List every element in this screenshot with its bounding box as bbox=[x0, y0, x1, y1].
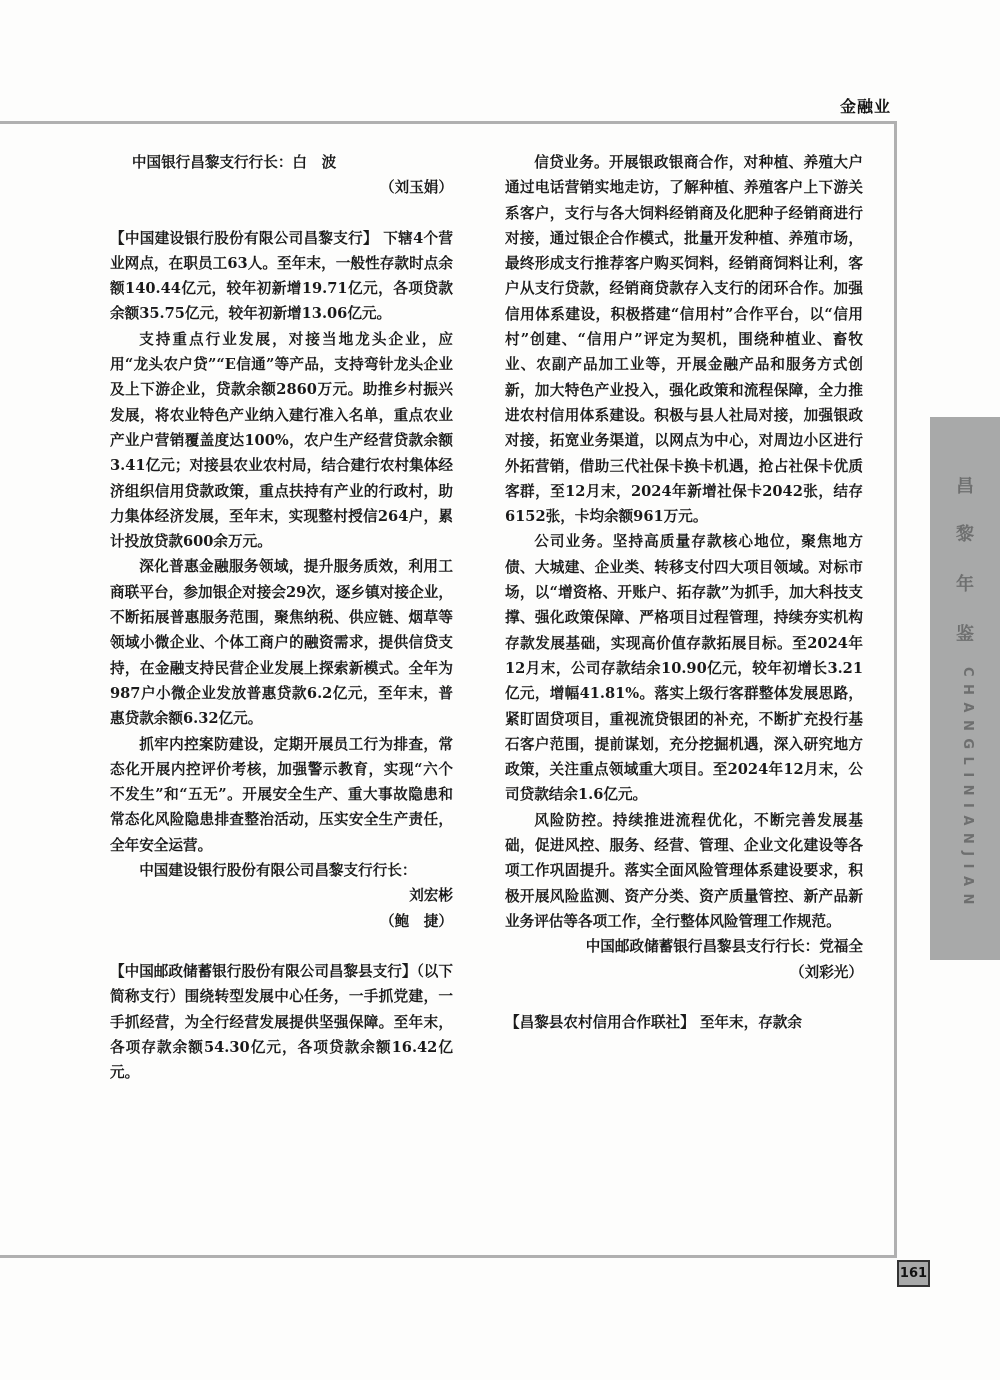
top-rule bbox=[0, 121, 897, 124]
side-tab-char: 黎 bbox=[956, 524, 974, 545]
ccb-entry-head: 【中国建设银行股份有限公司昌黎支行】 bbox=[110, 229, 378, 247]
rcc-entry-intro bbox=[505, 1010, 863, 1035]
psbc-paragraph-risk: 风险防控。持续推进流程优化，不断完善发展基础，促进风控、服务、经营、管理、企业文化建设等各项工作巩固提升。落实全面风险管理体系建设要求，积极开展风险监测、资产分类、资产质量管控、新产品新业务评估等各项工作，全行整体风险管理工作规范。 bbox=[505, 811, 863, 930]
ccb-intro-text: 下辖4个营业网点，在职员工63人。至年末，一般性存款时点余额140.44亿元，较年初新增19.71亿元，各项贷款余额35.75亿元，较年初新增13.06亿元。 bbox=[110, 229, 453, 323]
side-tab-pinyin: CHANGLINIANJIAN bbox=[960, 667, 975, 912]
psbc-paragraph-credit: 信贷业务。开展银政银商合作，对种植、养殖大户通过电话营销实地走访，了解种植、养殖客户上下游关系客户，支行与各大饲料经销商及化肥种子经销商进行对接，通过银企合作模式，批量开发种植、养殖市场，最终形成支行推荐客户购买饲料，经销商饲料让利，客户从支行贷款，经销商贷款存入支行的闭环合作。加强信用体系建设，积极搭建“信用村”合作平台，以“信用村”创建、“信用户”评定为契机，围绕种植业、畜牧业、农副产品加工业等，开展金融产品和服务方式创新，加大特色产业投入，强化政策和流程保障，全力推进农村信用体系建设。积极与县人社局对接，加强银政对接，拓宽业务渠道，以网点为中心，对周边小区进行外拓营销，借助三代社保卡换卡机遇，抢占社保卡优质客群，至12月末，2024年新增社保卡2042张，结存6152张，卡均余额961万元。 bbox=[505, 154, 863, 526]
section-title: 金融业 bbox=[840, 97, 892, 116]
side-tab-char: 鉴 bbox=[956, 624, 974, 645]
ccb-paragraph-1: 支持重点行业发展，对接当地龙头企业，应用“龙头农户贷”“E信通”等产品，支持弯针龙头企业及上下游企业，贷款余额2860万元。助推乡村振兴发展，将农业特色产业纳入建行准入名单，重点农业产业户营销覆盖度达100%，农户生产经营贷款余额3.41亿元；对接县农业农村局，结合建行农村集体经济组织信用贷款政策，重点扶持有产业的行政村，助力集体经济发展，至年末，实现整村授信264户，累计投放贷款600余万元。 bbox=[110, 330, 453, 551]
boc-signature: 中国银行昌黎支行行长：白 波 bbox=[131, 154, 337, 171]
ccb-signature-title: 中国建设银行股份有限公司昌黎支行行长： bbox=[139, 862, 417, 880]
boc-credit: （刘玉娟） bbox=[380, 179, 453, 197]
page-number: 161 bbox=[897, 1260, 930, 1287]
ccb-credit: （鲍 捷） bbox=[380, 912, 453, 930]
side-tab-char: 年 bbox=[956, 574, 974, 595]
bottom-rule bbox=[0, 1255, 897, 1258]
right-column bbox=[505, 150, 863, 1035]
psbc-credit: （刘彩光） bbox=[790, 963, 863, 981]
left-column bbox=[110, 150, 453, 1085]
ccb-signature-name: 刘宏彬 bbox=[409, 887, 453, 905]
side-tab bbox=[930, 417, 1000, 960]
psbc-entry-intro bbox=[110, 959, 453, 1085]
psbc-signature: 中国邮政储蓄银行昌黎县支行行长：党福全 bbox=[585, 938, 863, 956]
spacer bbox=[505, 985, 863, 1010]
spacer bbox=[110, 934, 453, 959]
rcc-intro-text: 至年末，存款余 bbox=[699, 1013, 802, 1031]
psbc-intro-text: （以下简称支行）围绕转型发展中心任务，一手抓党建，一手抓经营，为全行经营发展提供坚强保障。至年末，各项存款余额54.30亿元，各项贷款余额16.42亿元。 bbox=[110, 962, 453, 1082]
ccb-paragraph-2: 深化普惠金融服务领域，提升服务质效，利用工商联平台，参加银企对接会29次，逐乡镇对接企业，不断拓展普惠服务范围，聚焦纳税、供应链、烟草等领域小微企业、个体工商户的融资需求，提供信贷支持，在金融支持民营企业发展上探索新模式。全年为987户小微企业发放普惠贷款6.2亿元，至年末，普惠贷款余额6.32亿元。 bbox=[110, 558, 453, 728]
rcc-entry-head: 【昌黎县农村信用合作联社】 bbox=[505, 1013, 695, 1031]
spacer bbox=[110, 201, 453, 226]
right-rule bbox=[894, 121, 897, 1258]
psbc-paragraph-corporate: 公司业务。坚持高质量存款核心地位，聚焦地方债、大城建、企业类、转移支付四大项目领域。对标市场，以“增资格、开账户、拓存款”为抓手，加大科技支撑、强化政策保障、严格项目过程管理，持续夯实机构存款发展基础，实现高价值存款拓展目标。至2024年12月末，公司存款结余10.90亿元，较年初增长3.21亿元，增幅41.81%。落实上级行客群整体发展思路，紧盯固贷项目，重视流贷银团的补充，不断扩充投行基石客户范围，提前谋划，充分挖掘机遇，深入研究地方政策，关注重点领域重大项目。至2024年12月末，公司贷款结余1.6亿元。 bbox=[505, 533, 863, 804]
side-tab-char: 昌 bbox=[956, 476, 974, 497]
psbc-entry-head: 【中国邮政储蓄银行股份有限公司昌黎县支行】 bbox=[110, 962, 417, 980]
ccb-paragraph-3: 抓牢内控案防建设，定期开展员工行为排查，常态化开展内控评价考核，加强警示教育，实现“六个不发生”和“五无”。开展安全生产、重大事故隐患和常态化风险隐患排查整治活动，压实安全生产责任，全年安全运营。 bbox=[110, 735, 453, 854]
ccb-entry-intro bbox=[110, 226, 453, 327]
